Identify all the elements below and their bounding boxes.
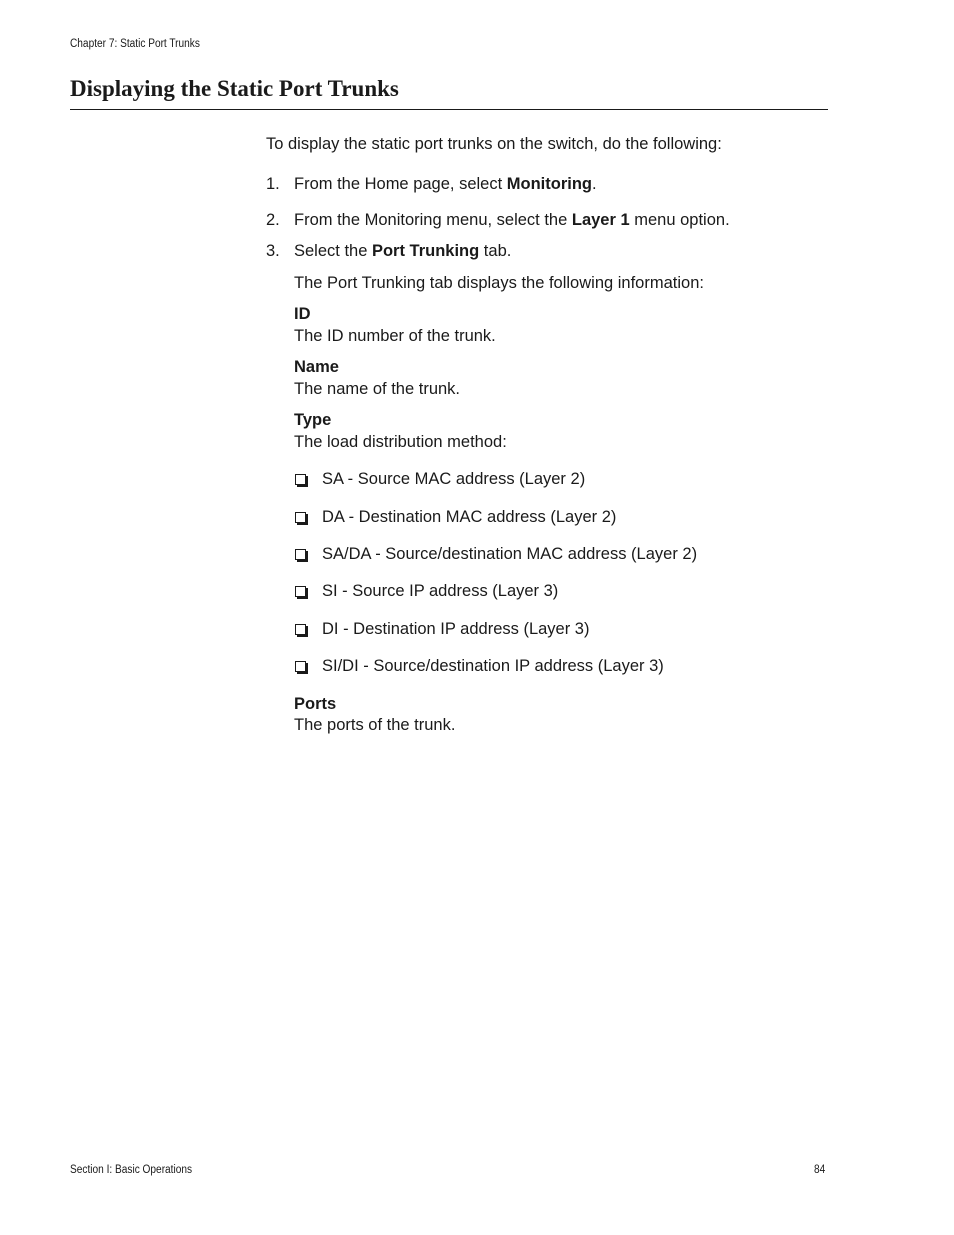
- page-number: 84: [814, 1164, 826, 1176]
- section-title: Displaying the Static Port Trunks: [70, 76, 399, 101]
- type-option: DA - Destination MAC address (Layer 2): [322, 508, 617, 526]
- step-menu-name: Layer 1: [571, 211, 630, 229]
- step-text-pre: Select the: [294, 242, 372, 260]
- type-option: SI - Source IP address (Layer 3): [322, 582, 559, 600]
- step-number: 3.: [266, 242, 280, 260]
- step-number: 1.: [266, 175, 280, 193]
- type-option: SA - Source MAC address (Layer 2): [322, 470, 586, 488]
- field-desc: The ports of the trunk.: [294, 716, 456, 734]
- step-menu-name: Port Trunking: [371, 242, 480, 260]
- step-number: 2.: [266, 211, 280, 229]
- running-head: Chapter 7: Static Port Trunks: [70, 38, 200, 50]
- footer-section: Section I: Basic Operations: [70, 1164, 193, 1176]
- checkbox-bullet-icon: [295, 624, 306, 635]
- checkbox-bullet-icon: [295, 549, 306, 560]
- type-option: SA/DA - Source/destination MAC address (Layer 2): [322, 545, 698, 563]
- type-option: SI/DI - Source/destination IP address (Layer 3): [322, 657, 664, 675]
- step-text-post: tab.: [479, 242, 512, 260]
- checkbox-bullet-icon: [295, 474, 306, 485]
- step-text: [294, 210, 730, 230]
- field-term: Name: [294, 358, 339, 376]
- intro-text: To display the static port trunks on the switch, do the following:: [266, 135, 722, 153]
- type-option: DI - Destination IP address (Layer 3): [322, 620, 590, 638]
- step-menu-name: Monitoring: [506, 175, 592, 193]
- step-text: [294, 241, 511, 261]
- field-term: Ports: [294, 695, 337, 713]
- field-desc: The name of the trunk.: [294, 380, 461, 398]
- step-text-pre: From the Home page, select: [294, 175, 507, 193]
- step-text-pre: From the Monitoring menu, select the: [294, 211, 572, 229]
- step-text: [294, 174, 597, 194]
- checkbox-bullet-icon: [295, 661, 306, 672]
- field-term: Type: [294, 411, 332, 429]
- checkbox-bullet-icon: [295, 586, 306, 597]
- step-text-post: .: [592, 175, 597, 193]
- field-desc: The ID number of the trunk.: [294, 327, 496, 345]
- field-desc: The load distribution method:: [294, 433, 507, 451]
- info-intro: The Port Trunking tab displays the following information:: [294, 274, 704, 292]
- checkbox-bullet-icon: [295, 512, 306, 523]
- field-term: ID: [294, 305, 311, 323]
- step-text-post: menu option.: [629, 211, 730, 229]
- title-rule: [70, 109, 828, 110]
